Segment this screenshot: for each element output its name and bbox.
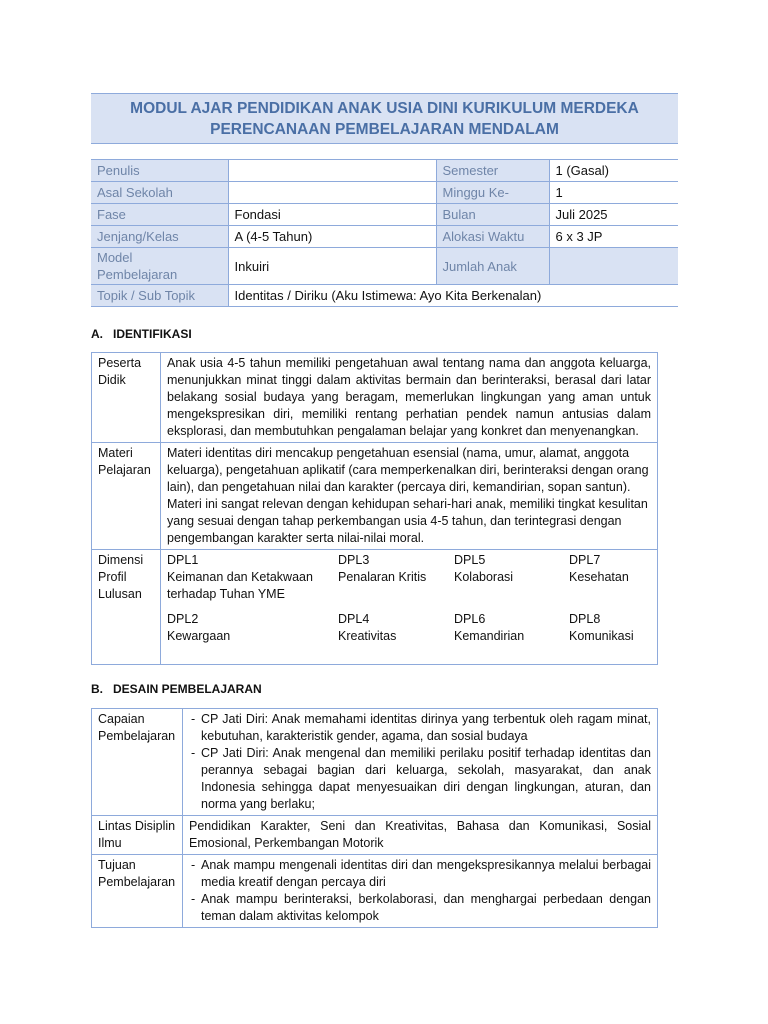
dpl-code: DPL3 — [338, 553, 370, 567]
tujuan-row — [92, 855, 658, 928]
semester-label: Semester — [436, 160, 549, 182]
capaian-list — [189, 711, 651, 813]
dimensi-label-line-3: Lulusan — [98, 587, 142, 601]
model-label-line-2: Pembelajaran — [97, 267, 178, 282]
info-row — [91, 248, 678, 285]
tujuan-list — [189, 857, 651, 925]
materi-label-line-1: Materi — [98, 446, 133, 460]
peserta-didik-row — [92, 353, 658, 443]
dpl-item-dpl7 — [569, 552, 655, 603]
model-label-line-1: Model — [97, 250, 133, 265]
lintas-disiplin-label — [92, 816, 183, 855]
model-label — [91, 248, 228, 285]
topik-label: Topik / Sub Topik — [91, 285, 228, 307]
dpl-name: Kolaborasi — [454, 570, 514, 584]
dpl-code: DPL8 — [569, 612, 601, 626]
capaian-content — [183, 709, 658, 816]
dpl-name: Kreativitas — [338, 629, 397, 643]
dpl-name: Kemandirian — [454, 629, 525, 643]
dpl-name: Komunikasi — [569, 629, 634, 643]
peserta-didik-text: Anak usia 4-5 tahun memiliki pengetahuan awal tentang nama dan anggota keluarga, menunjukkan minat tinggi dalam aktivitas bermain dan berinteraksi, berasal dari latar belakang sosial budaya yang beragam, memerlukan lingkungan yang aman untuk mengekspresikan diri, memiliki rentang perhatian pendek namun antusias dalam eksplorasi, dan membutuhkan pengalaman belajar yang konkret dan menyenangkan. — [161, 353, 658, 443]
section-a-number: A. — [91, 327, 103, 341]
desain-pembelajaran-table — [91, 708, 658, 928]
dpl-item-dpl5 — [454, 552, 569, 603]
info-row — [91, 160, 678, 182]
tujuan-label — [92, 855, 183, 928]
minggu-value: 1 — [549, 182, 678, 204]
asal-sekolah-value — [228, 182, 436, 204]
dpl-item-dpl8 — [569, 611, 655, 645]
dpl-item-dpl4 — [338, 611, 454, 645]
bulan-label: Bulan — [436, 204, 549, 226]
info-row — [91, 226, 678, 248]
penulis-value — [228, 160, 436, 182]
dpl-item-dpl1 — [167, 552, 338, 603]
title-line-2: PERENCANAAN PEMBELAJARAN MENDALAM — [210, 120, 559, 138]
topik-value: Identitas / Diriku (Aku Istimewa: Ayo Kita Berkenalan) — [228, 285, 678, 307]
dimensi-label-line-2: Profil — [98, 570, 127, 584]
tujuan-content — [183, 855, 658, 928]
semester-value: 1 (Gasal) — [549, 160, 678, 182]
capaian-label-line-1: Capaian — [98, 712, 145, 726]
alokasi-value: 6 x 3 JP — [549, 226, 678, 248]
minggu-label: Minggu Ke- — [436, 182, 549, 204]
dpl-item-dpl6 — [454, 611, 569, 645]
materi-pelajaran-text: Materi identitas diri mencakup pengetahuan esensial (nama, umur, alamat, anggota keluarga), pengetahuan aplikatif (cara memperkenalkan diri, berinteraksi dengan orang lain), dan pengetahuan nilai dan karakter (percaya diri, kemandirian, sopan santun). Materi ini sangat relevan dengan kehidupan sehari-hari anak, memiliki tingkat kesulitan yang sesuai dengan tahap perkembangan usia 4-5 tahun, dan terintegrasi dengan pengembangan karakter serta nilai-nilai moral. — [161, 443, 658, 550]
section-a-title: IDENTIFIKASI — [113, 327, 192, 341]
dpl-name: Kewargaan — [167, 629, 231, 643]
jenjang-value: A (4-5 Tahun) — [228, 226, 436, 248]
lintas-disiplin-row — [92, 816, 658, 855]
fase-value: Fondasi — [228, 204, 436, 226]
dpl-code: DPL6 — [454, 612, 486, 626]
dpl-name: Kesehatan — [569, 570, 629, 584]
fase-label: Fase — [91, 204, 228, 226]
materi-label-line-2: Pelajaran — [98, 463, 151, 477]
list-item: - CP Jati Diri: Anak memahami identitas dirinya yang terbentuk oleh ragam minat, kebutuhan, karakteristik gender, agama, dan sosial budaya — [189, 711, 651, 745]
peserta-label-line-1: Peserta — [98, 356, 142, 370]
lintas-label-line-1: Lintas Disiplin — [98, 819, 176, 833]
title-line-1: MODUL AJAR PENDIDIKAN ANAK USIA DINI KURIKULUM MERDEKA — [130, 99, 639, 117]
list-item: - Anak mampu mengenali identitas diri dan mengekspresikannya melalui berbagai media kreatif dengan percaya diri — [189, 857, 651, 891]
dpl-item-dpl3 — [338, 552, 454, 603]
dpl-grid — [167, 552, 651, 645]
section-b-title: DESAIN PEMBELAJARAN — [113, 682, 262, 696]
dimensi-profil-row — [92, 550, 658, 665]
capaian-row — [92, 709, 658, 816]
dpl-name: Penalaran Kritis — [338, 570, 427, 584]
tujuan-label-line-1: Tujuan — [98, 858, 136, 872]
dpl-code: DPL5 — [454, 553, 486, 567]
info-row — [91, 204, 678, 226]
lintas-label-line-2: Ilmu — [98, 836, 122, 850]
lintas-disiplin-text: Pendidikan Karakter, Seni dan Kreativitas, Bahasa dan Komunikasi, Sosial Emosional, Perkembangan Motorik — [183, 816, 658, 855]
identifikasi-table — [91, 352, 658, 665]
info-row — [91, 285, 678, 307]
alokasi-label: Alokasi Waktu — [436, 226, 549, 248]
section-b-number: B. — [91, 682, 103, 696]
info-row — [91, 182, 678, 204]
dimensi-label-line-1: Dimensi — [98, 553, 144, 567]
dpl-code: DPL2 — [167, 612, 199, 626]
dpl-item-dpl2 — [167, 611, 338, 645]
model-value: Inkuiri — [228, 248, 436, 285]
dpl-code: DPL7 — [569, 553, 601, 567]
peserta-label-line-2: Didik — [98, 373, 126, 387]
dpl-code: DPL1 — [167, 553, 199, 567]
section-b-heading — [91, 682, 262, 696]
asal-sekolah-label: Asal Sekolah — [91, 182, 228, 204]
jenjang-label: Jenjang/Kelas — [91, 226, 228, 248]
info-table — [91, 159, 678, 307]
dpl-name: Keimanan dan Ketakwaan terhadap Tuhan YME — [167, 570, 313, 601]
dpl-list — [161, 550, 658, 665]
section-a-heading — [91, 327, 192, 341]
document-title — [91, 93, 678, 144]
peserta-didik-label — [92, 353, 161, 443]
jumlah-anak-label: Jumlah Anak — [436, 248, 549, 285]
dpl-code: DPL4 — [338, 612, 370, 626]
list-item: - Anak mampu berinteraksi, berkolaborasi, dan menghargai perbedaan dengan teman dalam aktivitas kelompok — [189, 891, 651, 925]
materi-pelajaran-row — [92, 443, 658, 550]
capaian-label-line-2: Pembelajaran — [98, 729, 176, 743]
document-page — [91, 93, 678, 923]
penulis-label: Penulis — [91, 160, 228, 182]
bulan-value: Juli 2025 — [549, 204, 678, 226]
jumlah-anak-value — [549, 248, 678, 285]
materi-pelajaran-label — [92, 443, 161, 550]
tujuan-label-line-2: Pembelajaran — [98, 875, 176, 889]
list-item: - CP Jati Diri: Anak mengenal dan memiliki perilaku positif terhadap identitas dan perannya sebagai bagian dari keluarga, sekolah, masyarakat, dan anak Indonesia sehingga dapat menyesuaikan diri dengan lingkungan, aturan, dan norma yang berlaku; — [189, 745, 651, 813]
capaian-label — [92, 709, 183, 816]
dimensi-profil-label — [92, 550, 161, 665]
